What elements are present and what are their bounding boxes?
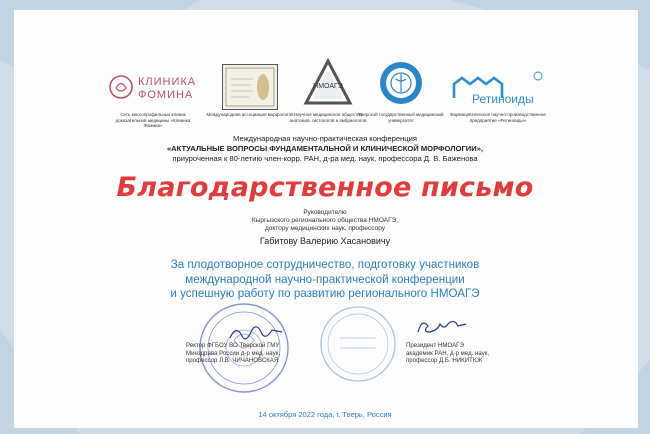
logo-caption-retinoidy: Фармацевтическое научно-производственное предприятие «Ретиноиды» — [450, 112, 546, 123]
fomina-word-1: КЛИНИКА — [138, 76, 197, 88]
nmoage-triangle-icon — [303, 58, 353, 106]
president-signature-block — [406, 342, 489, 365]
letter-title: Благодарственное письмо — [116, 172, 534, 203]
rector-signature-block — [186, 342, 280, 365]
logo-caption-mam: Международная ассоциация морфологов — [206, 112, 294, 117]
logo-caption-nmoage: Научное медицинское общество анатомов, гистологов и эмбриологов — [289, 112, 367, 123]
rector-position: Ректор ФГБОУ ВО Тверской ГМУ — [186, 342, 280, 349]
thanks-line-1: За плодотворное сотрудничество, подготовку участников — [170, 258, 480, 271]
fomina-emblem-icon — [108, 72, 134, 102]
president-signature-icon — [412, 314, 470, 338]
recipient-organization: Кыргызского регионального общества НМОАГЭ, — [251, 217, 399, 224]
conference-intro: Международная научно-практическая конференция — [233, 134, 417, 143]
rector-name: профессор Л.В. ЧИЧАНОВСКАЯ — [186, 357, 279, 364]
conference-dedication: приуроченная к 80-летию член-корр. РАН, д-ра мед. наук, профессора Д. В. Баженова — [172, 154, 478, 163]
rector-ministry: Минздрава России д-р мед. наук, — [186, 349, 281, 357]
recipient-name: Габитову Валерию Хасановичу — [259, 236, 391, 246]
mam-emblem-icon — [223, 65, 277, 109]
retinoidy-wordmark: Ретиноиды — [472, 92, 534, 106]
recipient-degree: доктору медицинских наук, профессору — [264, 225, 386, 232]
logo-caption-tgmu: Тверской государственный медицинский университет — [358, 112, 444, 123]
fomina-word-2: ФОМИНА — [138, 89, 194, 101]
rector-signature-icon — [226, 322, 286, 344]
nmoage-stamp-icon — [318, 304, 398, 384]
president-title: академик РАН, д-р мед. наук, — [406, 349, 490, 357]
nmoage-logo-text: НМОАГЭ — [313, 83, 343, 90]
letter-date: 14 октября 2022 года, г. Тверь, Россия — [258, 410, 392, 419]
logo-retinoidy — [450, 68, 550, 110]
recipient-role: Руководителю — [303, 209, 347, 216]
president-name: профессор Д.Б. НИКИТЮК — [406, 357, 483, 364]
logo-klinika-fomina — [108, 62, 208, 112]
conference-title: «АКТУАЛЬНЫЕ ВОПРОСЫ ФУНДАМЕНТАЛЬНОЙ И КЛИНИЧЕСКОЙ МОРФОЛОГИИ», — [166, 144, 484, 153]
logo-nmoage — [303, 58, 353, 106]
logo-mam — [222, 64, 278, 110]
logo-caption-fomina: Сеть многопрофильных клиник доказательной медицины «Клиника Фомина» — [115, 112, 191, 128]
president-position: Президент НМОАГЭ — [406, 342, 464, 349]
thanks-text — [0, 258, 650, 302]
tgmu-seal-icon — [378, 60, 424, 106]
thanks-line-2: международной научно-практической конференции — [185, 272, 465, 286]
logo-tgmu — [378, 60, 424, 106]
thanks-line-3: и успешную работу по развитию регионального НМОАГЭ — [170, 287, 480, 300]
